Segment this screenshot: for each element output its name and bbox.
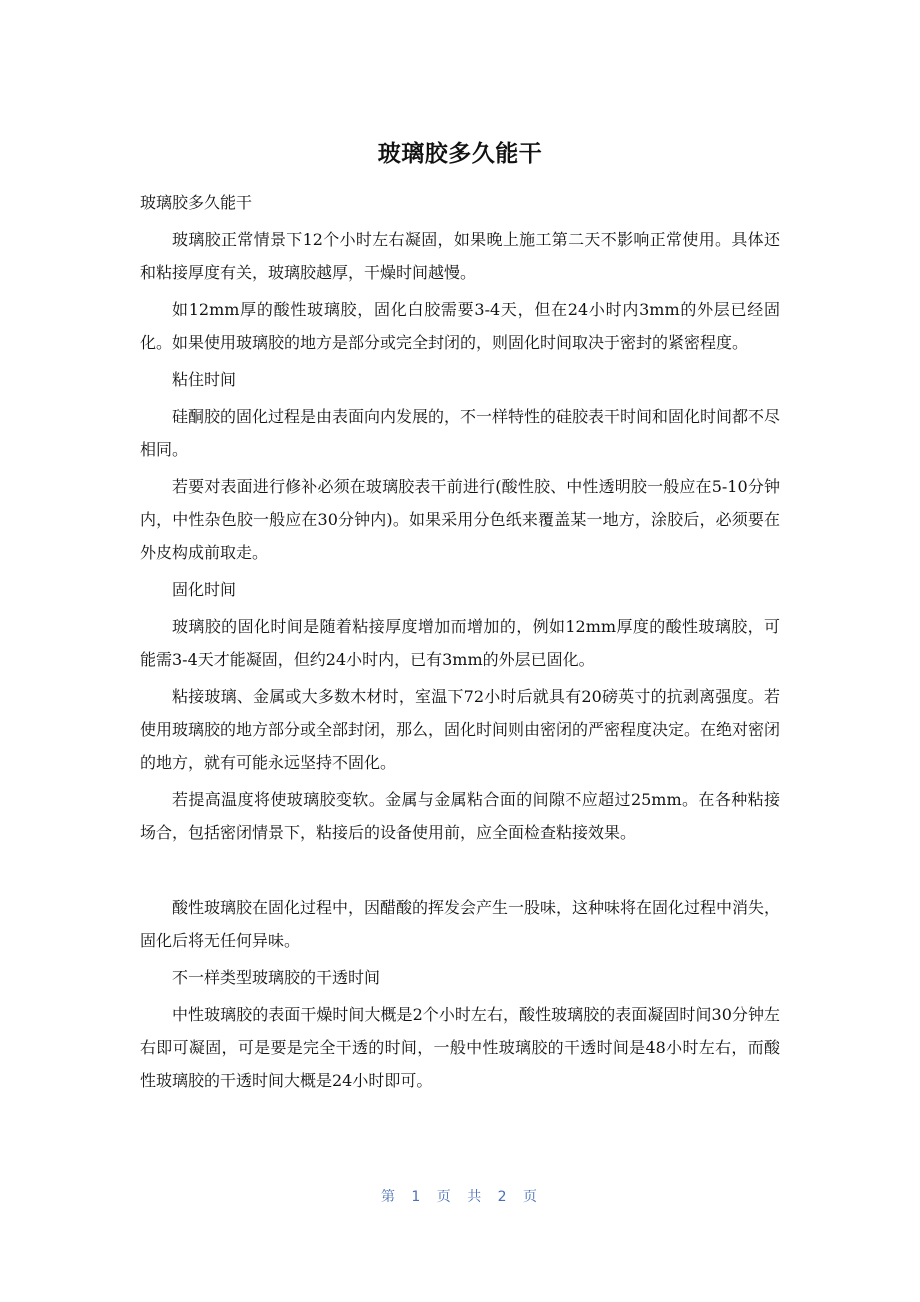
body-paragraph: 玻璃胶正常情景下12个小时左右凝固，如果晚上施工第二天不影响正常使用。具体还和粘接厚度有关，玻璃胶越厚，干燥时间越慢。 — [140, 230, 780, 282]
section-heading-drying-time: 不一样类型玻璃胶的干透时间 — [172, 968, 381, 987]
page-number-footer: 第 1 页 共 2 页 — [380, 1189, 540, 1205]
body-paragraph: 硅酮胶的固化过程是由表面向内发展的，不一样特性的硅胶表干时间和固化时间都不尽相同。 — [140, 407, 781, 459]
paragraph-spacer — [140, 853, 780, 891]
body-paragraph: 若要对表面进行修补必须在玻璃胶表干前进行(酸性胶、中性透明胶一般应在5-10分钟内，中性杂色胶一般应在30分钟内)。如果采用分色纸来覆盖某一地方，涂胶后，必须要在外皮构成前取走。 — [140, 477, 780, 562]
body-paragraph: 酸性玻璃胶在固化过程中，因醋酸的挥发会产生一股味，这种味将在固化过程中消失，固化后将无任何异味。 — [140, 898, 781, 950]
body-paragraph: 如12mm厚的酸性玻璃胶，固化白胶需要3-4天，但在24小时内3mm的外层已经固化。如果使用玻璃胶的地方是部分或完全封闭的，则固化时间取决于密封的紧密程度。 — [140, 300, 780, 352]
body-paragraph: 粘接玻璃、金属或大多数木材时，室温下72小时后就具有20磅英寸的抗剥离强度。若使用玻璃胶的地方部分或全部封闭，那么，固化时间则由密闭的严密程度决定。在绝对密闭的地方，就有可能永远坚持不固化。 — [140, 687, 781, 772]
document-title: 玻璃胶多久能干 — [377, 141, 543, 167]
body-paragraph: 中性玻璃胶的表面干燥时间大概是2个小时左右，酸性玻璃胶的表面凝固时间30分钟左右即可凝固，可是要是完全干透的时间，一般中性玻璃胶的干透时间是48小时左右，而酸性玻璃胶的干透时间大概是24小时即可。 — [140, 1005, 780, 1090]
body-paragraph: 若提高温度将使玻璃胶变软。金属与金属粘合面的间隙不应超过25mm。在各种粘接场合，包括密闭情景下，粘接后的设备使用前，应全面检查粘接效果。 — [140, 790, 780, 842]
section-heading-curing-time: 固化时间 — [172, 580, 237, 599]
body-paragraph: 玻璃胶的固化时间是随着粘接厚度增加而增加的，例如12mm厚度的酸性玻璃胶，可能需3-4天才能凝固，但约24小时内，已有3mm的外层已固化。 — [140, 617, 780, 669]
body-paragraph-heading: 玻璃胶多久能干 — [140, 193, 253, 212]
section-heading-adhesion-time: 粘住时间 — [172, 370, 237, 389]
document-body — [140, 186, 780, 1101]
